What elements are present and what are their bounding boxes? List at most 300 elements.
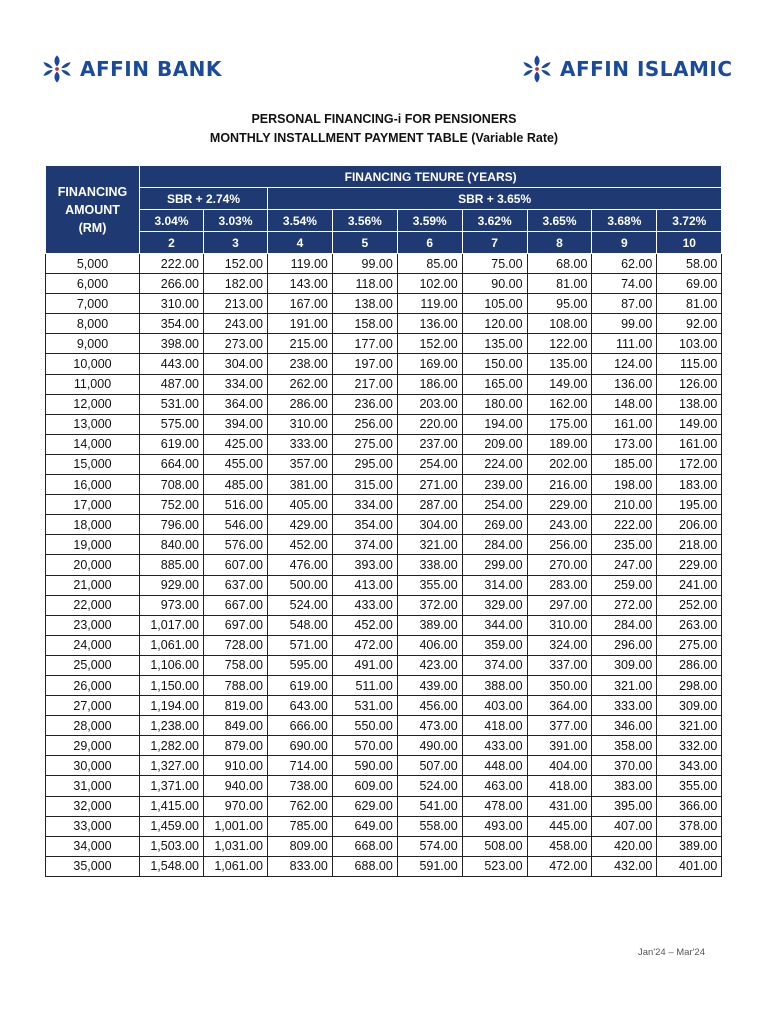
- installment-cell: 819.00: [204, 696, 268, 716]
- installment-cell: 333.00: [268, 434, 333, 454]
- financing-amount-cell: 31,000: [46, 776, 140, 796]
- installment-cell: 420.00: [592, 836, 657, 856]
- installment-cell: 194.00: [462, 414, 527, 434]
- installment-cell: 531.00: [140, 394, 204, 414]
- installment-cell: 108.00: [527, 314, 592, 334]
- installment-cell: 609.00: [332, 776, 397, 796]
- installment-cell: 346.00: [592, 716, 657, 736]
- installment-cell: 222.00: [592, 515, 657, 535]
- rate-header-row: [46, 210, 722, 232]
- installment-cell: 273.00: [204, 334, 268, 354]
- installment-cell: 649.00: [332, 816, 397, 836]
- financing-amount-cell: 29,000: [46, 736, 140, 756]
- tenure-year-cell: 8: [527, 232, 592, 254]
- installment-cell: 354.00: [140, 314, 204, 334]
- table-row: [46, 434, 722, 454]
- tenure-year-cell: 9: [592, 232, 657, 254]
- table-row: [46, 515, 722, 535]
- affin-flower-icon: [520, 52, 554, 86]
- installment-cell: 574.00: [397, 836, 462, 856]
- year-header-row: [46, 232, 722, 254]
- installment-cell: 524.00: [268, 595, 333, 615]
- installment-cell: 185.00: [592, 454, 657, 474]
- installment-cell: 455.00: [204, 454, 268, 474]
- installment-cell: 92.00: [657, 314, 722, 334]
- rate-header-cell: 3.65%: [527, 210, 592, 232]
- installment-cell: 531.00: [332, 696, 397, 716]
- table-row: [46, 836, 722, 856]
- installment-cell: 162.00: [527, 394, 592, 414]
- installment-cell: 172.00: [657, 454, 722, 474]
- installment-cell: 758.00: [204, 655, 268, 675]
- installment-cell: 445.00: [527, 816, 592, 836]
- installment-cell: 738.00: [268, 776, 333, 796]
- financing-amount-cell: 20,000: [46, 555, 140, 575]
- installment-cell: 432.00: [592, 856, 657, 876]
- installment-cell: 476.00: [268, 555, 333, 575]
- table-row: [46, 796, 722, 816]
- installment-cell: 407.00: [592, 816, 657, 836]
- financing-amount-cell: 34,000: [46, 836, 140, 856]
- installment-cell: 398.00: [140, 334, 204, 354]
- installment-cell: 105.00: [462, 294, 527, 314]
- installment-cell: 58.00: [657, 254, 722, 274]
- installment-cell: 224.00: [462, 454, 527, 474]
- installment-cell: 1,031.00: [204, 836, 268, 856]
- installment-cell: 321.00: [592, 675, 657, 695]
- installment-cell: 213.00: [204, 294, 268, 314]
- installment-cell: 940.00: [204, 776, 268, 796]
- installment-cell: 135.00: [527, 354, 592, 374]
- financing-tenure-header: FINANCING TENURE (YEARS): [140, 166, 722, 188]
- installment-cell: 425.00: [204, 434, 268, 454]
- table-row: [46, 675, 722, 695]
- table-row: [46, 816, 722, 836]
- financing-amount-cell: 16,000: [46, 475, 140, 495]
- installment-cell: 431.00: [527, 796, 592, 816]
- financing-amount-cell: 9,000: [46, 334, 140, 354]
- installment-cell: 143.00: [268, 274, 333, 294]
- installment-cell: 259.00: [592, 575, 657, 595]
- installment-cell: 1,061.00: [140, 635, 204, 655]
- rate-header-cell: 3.68%: [592, 210, 657, 232]
- installment-cell: 321.00: [657, 716, 722, 736]
- installment-cell: 209.00: [462, 434, 527, 454]
- installment-cell: 180.00: [462, 394, 527, 414]
- installment-cell: 452.00: [268, 535, 333, 555]
- installment-cell: 167.00: [268, 294, 333, 314]
- installment-cell: 286.00: [268, 394, 333, 414]
- installment-cell: 456.00: [397, 696, 462, 716]
- installment-cell: 752.00: [140, 495, 204, 515]
- financing-amount-header: FINANCING AMOUNT (RM): [46, 166, 140, 254]
- rate-header-cell: 3.59%: [397, 210, 462, 232]
- installment-cell: 391.00: [527, 736, 592, 756]
- installment-cell: 381.00: [268, 475, 333, 495]
- installment-cell: 458.00: [527, 836, 592, 856]
- installment-cell: 136.00: [592, 374, 657, 394]
- installment-cell: 591.00: [397, 856, 462, 876]
- installment-cell: 189.00: [527, 434, 592, 454]
- rate-header-cell: 3.04%: [140, 210, 204, 232]
- installment-cell: 1,017.00: [140, 615, 204, 635]
- installment-cell: 118.00: [332, 274, 397, 294]
- installment-cell: 433.00: [332, 595, 397, 615]
- installment-cell: 393.00: [332, 555, 397, 575]
- installment-cell: 575.00: [140, 414, 204, 434]
- installment-cell: 664.00: [140, 454, 204, 474]
- affin-bank-logo: [40, 52, 222, 86]
- installment-cell: 1,327.00: [140, 756, 204, 776]
- installment-cell: 355.00: [657, 776, 722, 796]
- financing-amount-cell: 23,000: [46, 615, 140, 635]
- tenure-year-cell: 7: [462, 232, 527, 254]
- installment-cell: 215.00: [268, 334, 333, 354]
- financing-amount-cell: 15,000: [46, 454, 140, 474]
- installment-cell: 338.00: [397, 555, 462, 575]
- installment-cell: 418.00: [527, 776, 592, 796]
- table-row: [46, 294, 722, 314]
- installment-cell: 910.00: [204, 756, 268, 776]
- table-row: [46, 535, 722, 555]
- installment-cell: 500.00: [268, 575, 333, 595]
- installment-cell: 472.00: [332, 635, 397, 655]
- installment-cell: 1,238.00: [140, 716, 204, 736]
- installment-cell: 541.00: [397, 796, 462, 816]
- table-row: [46, 334, 722, 354]
- installment-cell: 472.00: [527, 856, 592, 876]
- table-row: [46, 254, 722, 274]
- financing-amount-cell: 21,000: [46, 575, 140, 595]
- installment-cell: 374.00: [332, 535, 397, 555]
- installment-cell: 295.00: [332, 454, 397, 474]
- installment-cell: 138.00: [332, 294, 397, 314]
- installment-cell: 395.00: [592, 796, 657, 816]
- installment-cell: 256.00: [527, 535, 592, 555]
- installment-cell: 1,503.00: [140, 836, 204, 856]
- installment-cell: 788.00: [204, 675, 268, 695]
- installment-cell: 478.00: [462, 796, 527, 816]
- installment-cell: 491.00: [332, 655, 397, 675]
- table-row: [46, 716, 722, 736]
- installment-cell: 243.00: [204, 314, 268, 334]
- financing-amount-cell: 18,000: [46, 515, 140, 535]
- installment-cell: 310.00: [140, 294, 204, 314]
- installment-cell: 102.00: [397, 274, 462, 294]
- rate-header-cell: 3.62%: [462, 210, 527, 232]
- installment-cell: 1,001.00: [204, 816, 268, 836]
- installment-cell: 287.00: [397, 495, 462, 515]
- financing-amount-cell: 24,000: [46, 635, 140, 655]
- installment-cell: 796.00: [140, 515, 204, 535]
- installment-cell: 413.00: [332, 575, 397, 595]
- installment-cell: 191.00: [268, 314, 333, 334]
- installment-cell: 321.00: [397, 535, 462, 555]
- installment-cell: 75.00: [462, 254, 527, 274]
- table-row: [46, 575, 722, 595]
- installment-cell: 87.00: [592, 294, 657, 314]
- installment-cell: 247.00: [592, 555, 657, 575]
- installment-cell: 629.00: [332, 796, 397, 816]
- installment-cell: 1,106.00: [140, 655, 204, 675]
- table-row: [46, 736, 722, 756]
- installment-cell: 217.00: [332, 374, 397, 394]
- installment-cell: 785.00: [268, 816, 333, 836]
- installment-cell: 165.00: [462, 374, 527, 394]
- installment-cell: 433.00: [462, 736, 527, 756]
- affin-flower-icon: [40, 52, 74, 86]
- installment-cell: 833.00: [268, 856, 333, 876]
- rate-header-cell: 3.03%: [204, 210, 268, 232]
- installment-cell: 690.00: [268, 736, 333, 756]
- tenure-year-cell: 4: [268, 232, 333, 254]
- financing-amount-cell: 25,000: [46, 655, 140, 675]
- tenure-year-cell: 3: [204, 232, 268, 254]
- installment-cell: 120.00: [462, 314, 527, 334]
- installment-cell: 103.00: [657, 334, 722, 354]
- installment-cell: 304.00: [204, 354, 268, 374]
- installment-cell: 158.00: [332, 314, 397, 334]
- installment-cell: 95.00: [527, 294, 592, 314]
- rate-header-cell: 3.54%: [268, 210, 333, 232]
- installment-cell: 126.00: [657, 374, 722, 394]
- installment-cell: 418.00: [462, 716, 527, 736]
- installment-cell: 269.00: [462, 515, 527, 535]
- installment-cell: 370.00: [592, 756, 657, 776]
- installment-cell: 970.00: [204, 796, 268, 816]
- installment-cell: 111.00: [592, 334, 657, 354]
- installment-cell: 364.00: [527, 696, 592, 716]
- installment-cell: 590.00: [332, 756, 397, 776]
- installment-cell: 236.00: [332, 394, 397, 414]
- installment-cell: 314.00: [462, 575, 527, 595]
- installment-cell: 524.00: [397, 776, 462, 796]
- table-row: [46, 495, 722, 515]
- financing-amount-cell: 26,000: [46, 675, 140, 695]
- installment-cell: 762.00: [268, 796, 333, 816]
- installment-cell: 366.00: [657, 796, 722, 816]
- rate-group-header: SBR + 3.65%: [268, 188, 722, 210]
- table-row: [46, 756, 722, 776]
- installment-cell: 202.00: [527, 454, 592, 474]
- installment-cell: 256.00: [332, 414, 397, 434]
- title-line-2: MONTHLY INSTALLMENT PAYMENT TABLE (Variable Rate): [209, 131, 559, 145]
- installment-cell: 169.00: [397, 354, 462, 374]
- installment-cell: 334.00: [204, 374, 268, 394]
- financing-amount-cell: 30,000: [46, 756, 140, 776]
- table-row: [46, 776, 722, 796]
- installment-cell: 262.00: [268, 374, 333, 394]
- installment-cell: 350.00: [527, 675, 592, 695]
- installment-cell: 99.00: [592, 314, 657, 334]
- installment-cell: 487.00: [140, 374, 204, 394]
- installment-cell: 576.00: [204, 535, 268, 555]
- table-row: [46, 394, 722, 414]
- installment-cell: 708.00: [140, 475, 204, 495]
- installment-cell: 206.00: [657, 515, 722, 535]
- installment-cell: 218.00: [657, 535, 722, 555]
- installment-cell: 220.00: [397, 414, 462, 434]
- installment-cell: 508.00: [462, 836, 527, 856]
- installment-cell: 74.00: [592, 274, 657, 294]
- installment-cell: 879.00: [204, 736, 268, 756]
- installment-cell: 235.00: [592, 535, 657, 555]
- table-row: [46, 374, 722, 394]
- installment-cell: 124.00: [592, 354, 657, 374]
- installment-cell: 571.00: [268, 635, 333, 655]
- installment-cell: 283.00: [527, 575, 592, 595]
- installment-cell: 403.00: [462, 696, 527, 716]
- installment-cell: 99.00: [332, 254, 397, 274]
- installment-cell: 374.00: [462, 655, 527, 675]
- bank-name: AFFIN BANK: [80, 57, 222, 81]
- installment-cell: 148.00: [592, 394, 657, 414]
- installment-cell: 550.00: [332, 716, 397, 736]
- tenure-year-cell: 5: [332, 232, 397, 254]
- installment-cell: 1,282.00: [140, 736, 204, 756]
- table-row: [46, 354, 722, 374]
- table-row: [46, 314, 722, 334]
- installment-cell: 443.00: [140, 354, 204, 374]
- islamic-bank-name: AFFIN ISLAMIC: [560, 57, 733, 81]
- installment-cell: 161.00: [592, 414, 657, 434]
- installment-cell: 254.00: [397, 454, 462, 474]
- table-row: [46, 414, 722, 434]
- installment-cell: 272.00: [592, 595, 657, 615]
- installment-cell: 1,415.00: [140, 796, 204, 816]
- installment-cell: 401.00: [657, 856, 722, 876]
- installment-cell: 90.00: [462, 274, 527, 294]
- installment-cell: 809.00: [268, 836, 333, 856]
- installment-cell: 315.00: [332, 475, 397, 495]
- installment-cell: 354.00: [332, 515, 397, 535]
- installment-cell: 595.00: [268, 655, 333, 675]
- installment-cell: 1,150.00: [140, 675, 204, 695]
- installment-cell: 332.00: [657, 736, 722, 756]
- installment-cell: 329.00: [462, 595, 527, 615]
- installment-cell: 973.00: [140, 595, 204, 615]
- installment-cell: 216.00: [527, 475, 592, 495]
- installment-cell: 485.00: [204, 475, 268, 495]
- installment-cell: 1,459.00: [140, 816, 204, 836]
- installment-cell: 358.00: [592, 736, 657, 756]
- installment-cell: 152.00: [204, 254, 268, 274]
- installment-cell: 284.00: [462, 535, 527, 555]
- installment-cell: 1,061.00: [204, 856, 268, 876]
- installment-cell: 309.00: [592, 655, 657, 675]
- installment-cell: 122.00: [527, 334, 592, 354]
- installment-cell: 263.00: [657, 615, 722, 635]
- installment-cell: 149.00: [527, 374, 592, 394]
- installment-cell: 309.00: [657, 696, 722, 716]
- installment-cell: 299.00: [462, 555, 527, 575]
- installment-cell: 136.00: [397, 314, 462, 334]
- table-row: [46, 615, 722, 635]
- rate-header-cell: 3.56%: [332, 210, 397, 232]
- financing-amount-cell: 35,000: [46, 856, 140, 876]
- financing-amount-cell: 33,000: [46, 816, 140, 836]
- title-line-1: PERSONAL FINANCING-i FOR PENSIONERS: [251, 112, 517, 126]
- installment-cell: 668.00: [332, 836, 397, 856]
- installment-cell: 570.00: [332, 736, 397, 756]
- installment-cell: 152.00: [397, 334, 462, 354]
- installment-cell: 85.00: [397, 254, 462, 274]
- installment-cell: 333.00: [592, 696, 657, 716]
- table-row: [46, 635, 722, 655]
- installment-cell: 507.00: [397, 756, 462, 776]
- installment-cell: 394.00: [204, 414, 268, 434]
- installment-cell: 186.00: [397, 374, 462, 394]
- installment-cell: 473.00: [397, 716, 462, 736]
- installment-cell: 452.00: [332, 615, 397, 635]
- installment-cell: 463.00: [462, 776, 527, 796]
- installment-cell: 383.00: [592, 776, 657, 796]
- financing-amount-cell: 32,000: [46, 796, 140, 816]
- installment-cell: 1,548.00: [140, 856, 204, 876]
- installment-cell: 377.00: [527, 716, 592, 736]
- installment-cell: 69.00: [657, 274, 722, 294]
- installment-cell: 343.00: [657, 756, 722, 776]
- installment-cell: 324.00: [527, 635, 592, 655]
- installment-cell: 81.00: [527, 274, 592, 294]
- installment-cell: 357.00: [268, 454, 333, 474]
- installment-cell: 840.00: [140, 535, 204, 555]
- installment-cell: 493.00: [462, 816, 527, 836]
- installment-cell: 177.00: [332, 334, 397, 354]
- installment-cell: 337.00: [527, 655, 592, 675]
- installment-cell: 195.00: [657, 495, 722, 515]
- installment-cell: 183.00: [657, 475, 722, 495]
- table-row: [46, 274, 722, 294]
- installment-cell: 1,371.00: [140, 776, 204, 796]
- installment-cell: 372.00: [397, 595, 462, 615]
- tenure-year-cell: 10: [657, 232, 722, 254]
- installment-cell: 364.00: [204, 394, 268, 414]
- installment-cell: 210.00: [592, 495, 657, 515]
- installment-cell: 389.00: [397, 615, 462, 635]
- table-row: [46, 454, 722, 474]
- installment-cell: 885.00: [140, 555, 204, 575]
- installment-cell: 688.00: [332, 856, 397, 876]
- financing-amount-cell: 28,000: [46, 716, 140, 736]
- table-row: [46, 696, 722, 716]
- rate-header-cell: 3.72%: [657, 210, 722, 232]
- installment-cell: 115.00: [657, 354, 722, 374]
- table-row: [46, 856, 722, 876]
- installment-cell: 197.00: [332, 354, 397, 374]
- financing-amount-cell: 11,000: [46, 374, 140, 394]
- installment-cell: 284.00: [592, 615, 657, 635]
- installment-cell: 849.00: [204, 716, 268, 736]
- installment-cell: 161.00: [657, 434, 722, 454]
- financing-amount-cell: 22,000: [46, 595, 140, 615]
- installment-cell: 271.00: [397, 475, 462, 495]
- installment-cell: 516.00: [204, 495, 268, 515]
- installment-cell: 275.00: [657, 635, 722, 655]
- installment-cell: 182.00: [204, 274, 268, 294]
- table-row: [46, 655, 722, 675]
- installment-cell: 406.00: [397, 635, 462, 655]
- financing-amount-cell: 13,000: [46, 414, 140, 434]
- installment-cell: 355.00: [397, 575, 462, 595]
- table-row: [46, 595, 722, 615]
- installment-cell: 490.00: [397, 736, 462, 756]
- installment-cell: 222.00: [140, 254, 204, 274]
- table-body: [46, 254, 722, 877]
- installment-cell: 643.00: [268, 696, 333, 716]
- installment-cell: 929.00: [140, 575, 204, 595]
- installment-cell: 334.00: [332, 495, 397, 515]
